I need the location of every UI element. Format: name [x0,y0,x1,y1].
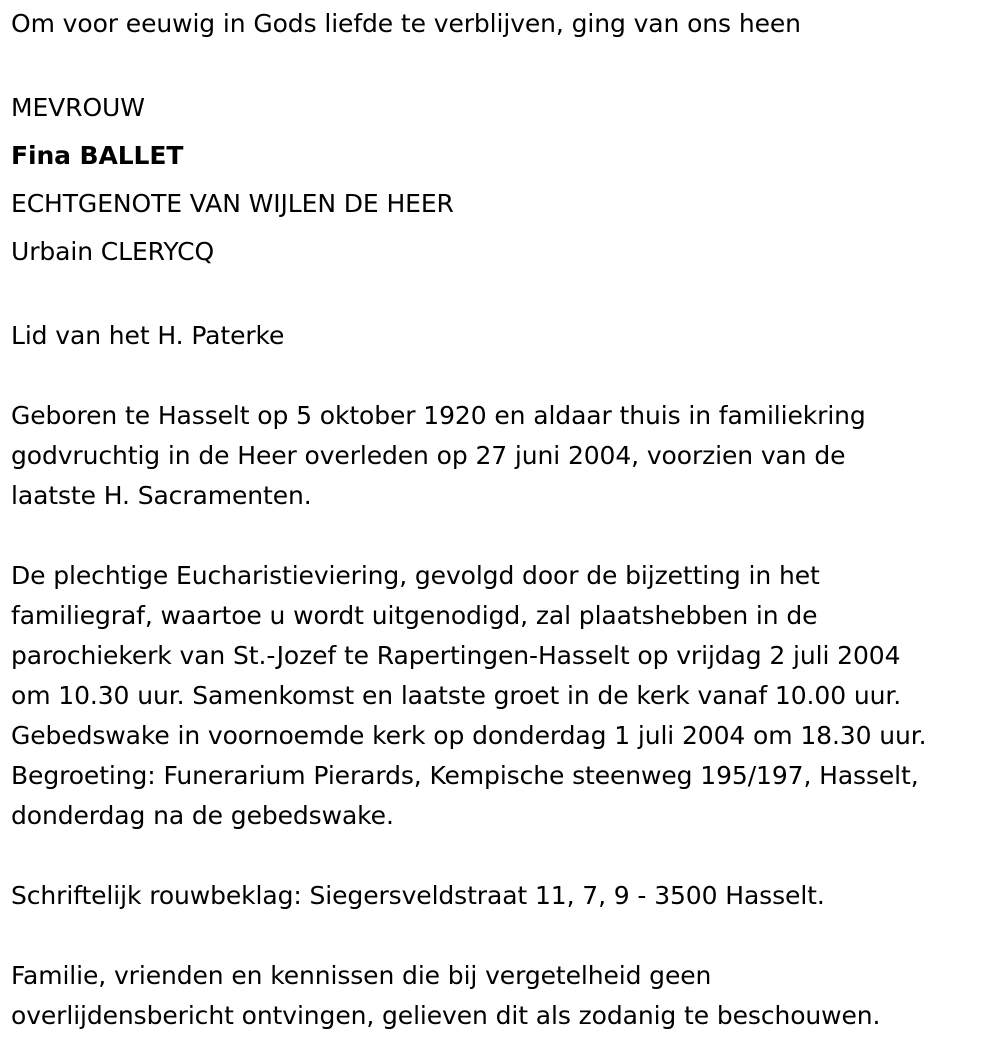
membership-text: Lid van het H. Paterke [11,321,285,350]
paragraph-line: Geboren te Hasselt op 5 oktober 1920 en aldaar thuis in familiekring [11,401,866,430]
paragraph-line: Begroeting: Funerarium Pierards, Kempische steenweg 195/197, Hasselt, [11,761,919,790]
birth-death-paragraph [11,396,991,516]
paragraph-line: familiegraf, waartoe u wordt uitgenodigd, zal plaatshebben in de [11,601,818,630]
relation-text: ECHTGENOTE VAN WIJLEN DE HEER [11,189,454,218]
spacer [11,276,991,316]
spacer [11,916,991,956]
intro-text: Om voor eeuwig in Gods liefde te verblijven, ging van ons heen [11,9,801,38]
paragraph-line: om 10.30 uur. Samenkomst en laatste groet in de kerk vanaf 10.00 uur. [11,681,902,710]
deceased-name: Fina BALLET [11,141,184,170]
paragraph-line: donderdag na de gebedswake. [11,801,394,830]
spacer [11,44,991,84]
condolence-address: Schriftelijk rouwbeklag: Siegersveldstraat 11, 7, 9 - 3500 Hasselt. [11,881,825,910]
spacer [11,516,991,556]
spacer [11,356,991,396]
spouse-name: Urbain CLERYCQ [11,237,215,266]
obituary-document [11,4,991,1036]
spacer [11,836,991,876]
paragraph-line: parochiekerk van St.-Jozef te Rapertingen-Hasselt op vrijdag 2 juli 2004 [11,641,901,670]
ceremony-paragraph [11,556,991,836]
title-text: MEVROUW [11,93,145,122]
closing-paragraph [11,956,991,1036]
paragraph-line: laatste H. Sacramenten. [11,481,312,510]
paragraph-line: godvruchtig in de Heer overleden op 27 juni 2004, voorzien van de [11,441,846,470]
paragraph-line: overlijdensbericht ontvingen, gelieven dit als zodanig te beschouwen. [11,1001,881,1030]
paragraph-line: Gebedswake in voornoemde kerk op donderdag 1 juli 2004 om 18.30 uur. [11,721,927,750]
paragraph-line: De plechtige Eucharistieviering, gevolgd door de bijzetting in het [11,561,820,590]
paragraph-line: Familie, vrienden en kennissen die bij vergetelheid geen [11,961,712,990]
